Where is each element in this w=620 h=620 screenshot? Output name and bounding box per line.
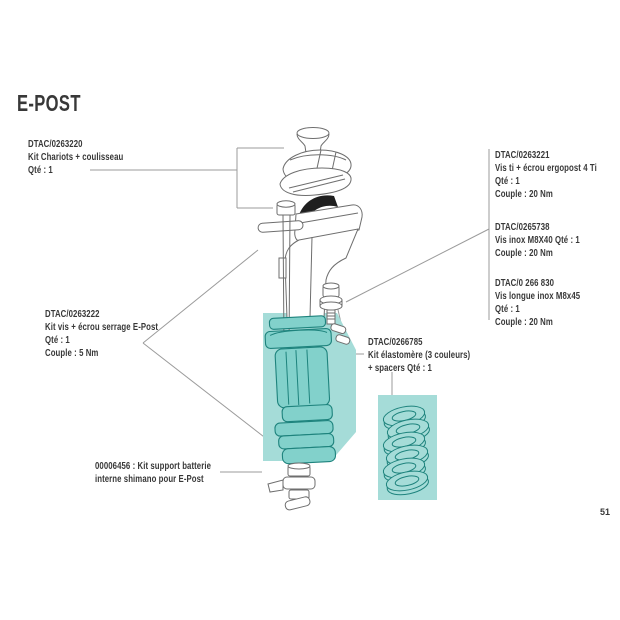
part-description: Vis longue inox M8x45 xyxy=(495,291,581,302)
part-description: Kit vis + écrou serrage E-Post xyxy=(45,322,159,333)
page-number: 51 xyxy=(600,507,611,517)
label-vis-ti xyxy=(495,149,597,201)
battery-support-part xyxy=(268,463,315,511)
part-number: DTAC/0 266 830 xyxy=(495,278,555,289)
label-kit-vis-ecrou xyxy=(45,308,158,360)
part-description: Vis ti + écrou ergopost 4 Ti xyxy=(495,163,597,174)
leader-kit-vis xyxy=(143,250,277,447)
label-vis-longue xyxy=(495,277,580,329)
part-number: DTAC/0265738 xyxy=(495,222,550,233)
label-kit-chariots xyxy=(28,138,123,177)
part-torque: Couple : 5 Nm xyxy=(45,348,99,359)
label-vis-inox xyxy=(495,221,580,260)
part-description: Kit Chariots + coulisseau xyxy=(28,152,124,163)
part-torque: Couple : 20 Nm xyxy=(495,189,553,200)
leader-vis-inox xyxy=(346,229,489,302)
part-number: DTAC/0263222 xyxy=(45,309,100,320)
part-number: DTAC/0266785 xyxy=(368,337,423,348)
saddle-carriage-part xyxy=(280,150,351,196)
label-kit-elastomere xyxy=(368,336,470,375)
page-title: E-POST xyxy=(17,90,81,116)
part-description: interne shimano pour E-Post xyxy=(95,474,204,485)
part-description: 00006456 : Kit support batterie xyxy=(95,461,212,472)
part-number: DTAC/0263221 xyxy=(495,150,550,161)
part-torque: Couple : 20 Nm xyxy=(495,248,553,259)
part-qty: Qté : 1 xyxy=(495,176,520,187)
part-qty: Qté : 1 xyxy=(495,304,520,315)
part-description: Kit élastomère (3 couleurs) xyxy=(368,350,471,361)
part-qty: Qté : 1 xyxy=(28,165,53,176)
elastomer-kit-box xyxy=(378,395,437,500)
label-kit-batterie xyxy=(95,460,211,486)
part-number: DTAC/0263220 xyxy=(28,139,83,150)
part-qty: + spacers Qté : 1 xyxy=(368,363,432,374)
part-torque: Couple : 20 Nm xyxy=(495,317,553,328)
part-description: Vis inox M8X40 Qté : 1 xyxy=(495,235,580,246)
part-qty: Qté : 1 xyxy=(45,335,70,346)
